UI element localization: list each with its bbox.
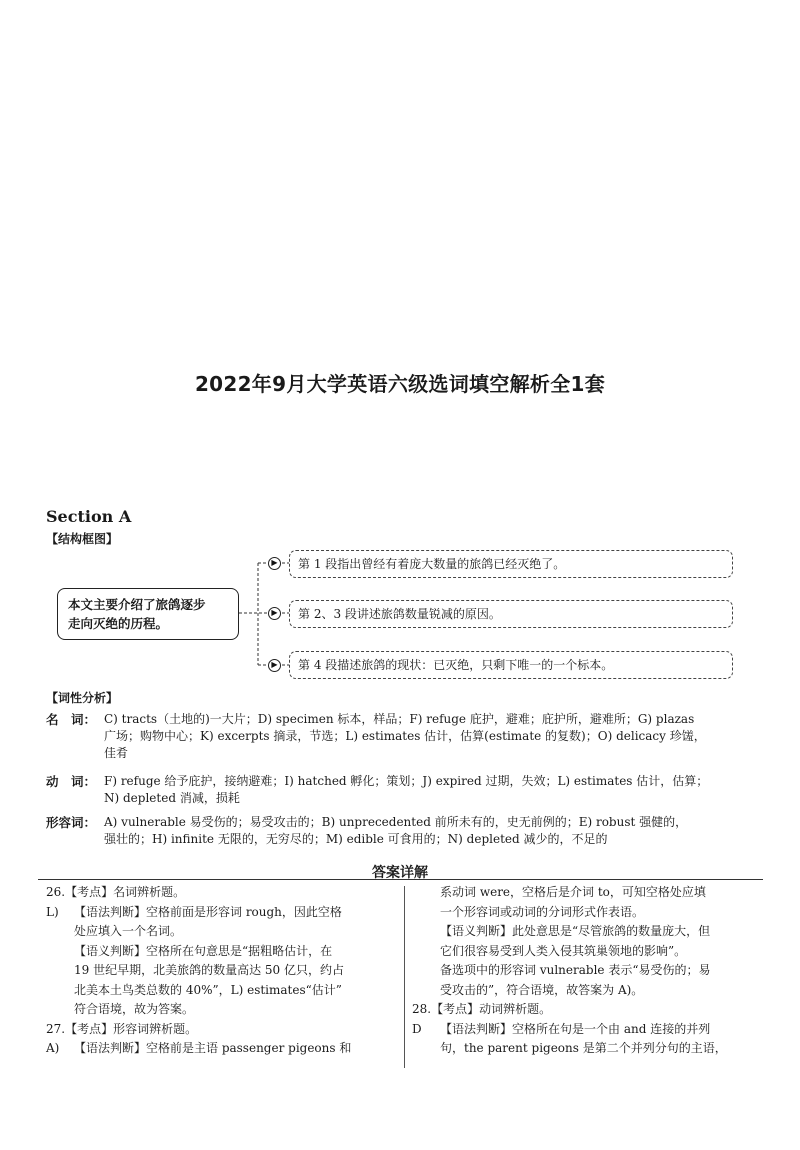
- answer-line: 19 世纪早期，北美旅鸽的数量高达 50 亿只，约占: [74, 963, 344, 977]
- answer-line: 27.【考点】形容词辨析题。: [46, 1021, 198, 1036]
- answer-line: 受攻击的”，符合语境，故答案为 A)。: [440, 982, 644, 997]
- answer-line: 处应填入一个名词。: [74, 924, 183, 938]
- document-title: 2022年9月大学英语六级选词填空解析全1套: [194, 372, 606, 396]
- answer-line: 【语义判断】此处意思是“尽管旅鸽的数量庞大，但: [440, 924, 711, 938]
- answer-line: A) 【语法判断】空格前是主语 passenger pigeons 和: [46, 1041, 352, 1055]
- framework-heading: 【结构框图】: [46, 532, 119, 546]
- column-divider: [404, 886, 405, 1068]
- answer-left-column: [46, 883, 396, 1059]
- answer-line: 句，the parent pigeons 是第二个并列分句的主语，: [440, 1041, 727, 1055]
- answer-line: 【语义判断】空格所在句意思是“据粗略估计，在: [74, 943, 333, 958]
- pos-text-noun: [104, 711, 780, 762]
- pos-line: 佳肴: [104, 746, 129, 760]
- paragraph-box-1: 第 1 段指出曾经有着庞大数量的旅鸽已经灭绝了。: [289, 550, 733, 578]
- pos-line: 广场；购物中心；K) excerpts 摘录，节选；L) estimates 估计，估算(estimate 的复数)；O) delicacy 珍馐，: [104, 729, 706, 743]
- answer-line: 28.【考点】动词辨析题。: [412, 1002, 552, 1016]
- pos-label-verb: 动 词：: [46, 774, 97, 789]
- answer-right-column: [412, 883, 770, 1059]
- paragraph-box-3: 第 4 段描述旅鸽的现状：已灭绝，只剩下唯一的一个标本。: [289, 651, 733, 679]
- pos-label-noun: 名 词：: [46, 712, 97, 727]
- pos-text-verb: [104, 773, 780, 807]
- answer-line: 系动词 were，空格后是介词 to，可知空格处应填: [440, 885, 706, 899]
- pos-analysis-heading: 【词性分析】: [46, 691, 119, 705]
- answer-line: 符合语境，故为答案。: [74, 1002, 195, 1016]
- pos-text-adjective: [104, 814, 780, 848]
- pos-line: N) depleted 消减，损耗: [104, 791, 240, 805]
- paragraph-box-2: 第 2、3 段讲述旅鸽数量锐减的原因。: [289, 600, 733, 628]
- answer-line: L) 【语法判断】空格前面是形容词 rough，因此空格: [46, 904, 342, 919]
- section-heading: Section A: [46, 507, 132, 526]
- summary-box: 本文主要介绍了旅鸽逐步 走向灭绝的历程。: [57, 588, 239, 640]
- pos-line: F) refuge 给予庇护，接纳避难；I) hatched 孵化；策划；J) expired 过期，失效；L) estimates 估计，估算；: [104, 774, 709, 788]
- answer-line: 备选项中的形容词 vulnerable 表示“易受伤的；易: [440, 963, 711, 977]
- answer-line: 北美本土鸟类总数的 40%”，L) estimates“估计”: [74, 982, 342, 997]
- arrow-circle-icon: ▶: [268, 557, 281, 570]
- pos-line: 强壮的；H) infinite 无限的，无穷尽的；M) edible 可食用的；N) depleted 减少的，不足的: [104, 832, 608, 846]
- answer-line: 一个形容词或动词的分词形式作表语。: [440, 904, 645, 919]
- answer-line: 它们很容易受到人类入侵其筑巢领地的影响”。: [440, 943, 687, 958]
- arrow-circle-icon: ▶: [268, 607, 281, 620]
- pos-label-adjective: 形容词：: [46, 815, 97, 830]
- answer-line: 26.【考点】名词辨析题。: [46, 885, 186, 899]
- arrow-circle-icon: ▶: [268, 659, 281, 672]
- answer-line: D 【语法判断】空格所在句是一个由 and 连接的并列: [412, 1021, 711, 1036]
- pos-line: C) tracts（土地的)一大片；D) specimen 标本，样品；F) refuge 庇护，避难；庇护所，避难所；G) plazas: [104, 712, 695, 726]
- pos-line: A) vulnerable 易受伤的；易受攻击的；B) unprecedented 前所未有的，史无前例的；E) robust 强健的，: [104, 815, 688, 829]
- divider-line: [38, 879, 763, 880]
- answer-details-heading: 答案详解: [372, 865, 428, 881]
